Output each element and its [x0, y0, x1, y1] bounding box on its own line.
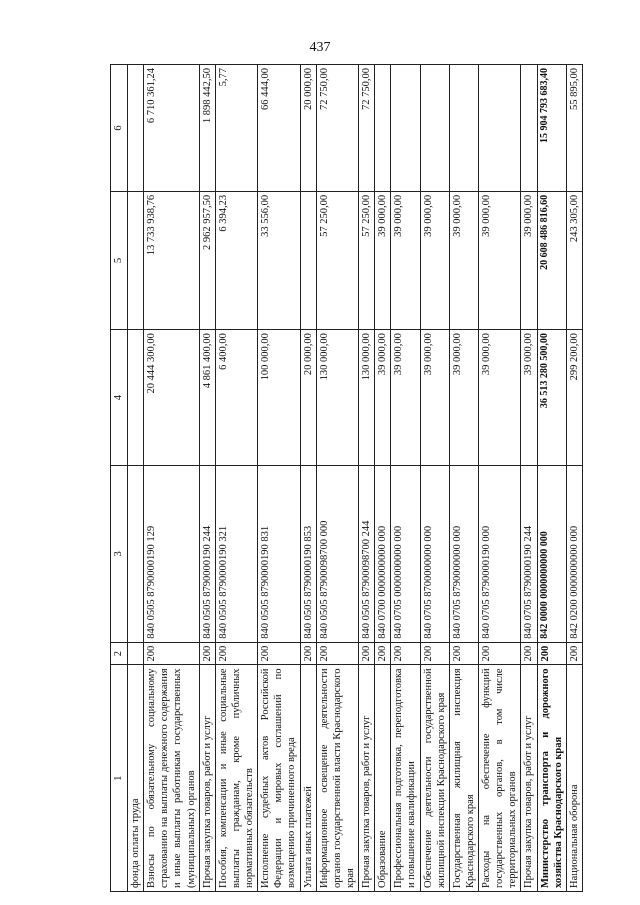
classification-code-cell: 840 0505 8790000190 129 — [144, 466, 200, 643]
unexecuted-amount-cell — [375, 65, 391, 192]
item-name-cell: Исполнение судебных актов Российской Федерации и мировых соглашений по возмещению причиненного вреда — [258, 665, 300, 892]
table-row — [316, 65, 358, 892]
classification-code-cell: 842 0000 0000000000 000 — [537, 466, 566, 643]
executed-amount-cell: 39 000,00 — [420, 191, 449, 329]
unexecuted-amount-cell: 20 000,00 — [300, 65, 316, 192]
unexecuted-amount-cell: 6 710 361,24 — [144, 65, 200, 192]
approved-amount-cell: 39 000,00 — [375, 330, 391, 466]
classification-code-cell: 840 0705 8790000000 000 — [449, 466, 478, 643]
unexecuted-amount-cell — [128, 65, 144, 192]
line-code-cell: 200 — [537, 642, 566, 665]
unexecuted-amount-cell: 5,77 — [215, 65, 257, 192]
classification-code-cell: 840 0505 8790000190 853 — [300, 466, 316, 643]
unexecuted-amount-cell — [449, 65, 478, 192]
line-code-cell: 200 — [258, 642, 300, 665]
executed-amount-cell: 39 000,00 — [521, 191, 537, 329]
executed-amount-cell: 39 000,00 — [375, 191, 391, 329]
unexecuted-amount-cell: 72 750,00 — [359, 65, 375, 192]
approved-amount-cell: 20 000,00 — [300, 330, 316, 466]
item-name-cell: Прочая закупка товаров, работ и услуг — [359, 665, 375, 892]
unexecuted-amount-cell — [420, 65, 449, 192]
approved-amount-cell: 39 000,00 — [420, 330, 449, 466]
item-name-cell: Пособия, компенсации и иные социальные выплаты гражданам, кроме публичных нормативных обязательств — [215, 665, 257, 892]
unexecuted-amount-cell: 1 898 442,50 — [199, 65, 215, 192]
table-row — [537, 65, 566, 892]
line-code-cell: 200 — [300, 642, 316, 665]
approved-amount-cell: 36 513 280 500,00 — [537, 330, 566, 466]
approved-amount-cell: 4 861 400,00 — [199, 330, 215, 466]
table-row — [199, 65, 215, 892]
table-row — [391, 65, 420, 892]
approved-amount-cell: 20 444 300,00 — [144, 330, 200, 466]
unexecuted-amount-cell — [479, 65, 521, 192]
line-code-cell: 200 — [420, 642, 449, 665]
table-row — [375, 65, 391, 892]
classification-code-cell: 840 0705 8700000000 000 — [420, 466, 449, 643]
classification-code-cell: 842 0200 0000000000 000 — [566, 466, 582, 643]
approved-amount-cell: 130 000,00 — [316, 330, 358, 466]
table-row — [449, 65, 478, 892]
header-cell-1: 1 — [111, 665, 128, 892]
line-code-cell — [128, 642, 144, 665]
executed-amount-cell: 39 000,00 — [391, 191, 420, 329]
table-row — [420, 65, 449, 892]
budget-execution-table — [110, 64, 583, 892]
unexecuted-amount-cell — [391, 65, 420, 192]
unexecuted-amount-cell: 55 895,00 — [566, 65, 582, 192]
item-name-cell: Министерство транспорта и дорожного хозяйства Краснодарского края — [537, 665, 566, 892]
header-cell-4: 4 — [111, 330, 128, 466]
item-name-cell: фонда оплаты труда — [128, 665, 144, 892]
executed-amount-cell — [300, 191, 316, 329]
unexecuted-amount-cell: 66 444,00 — [258, 65, 300, 192]
table-row — [258, 65, 300, 892]
line-code-cell: 200 — [521, 642, 537, 665]
item-name-cell: Обеспечение деятельности государственной жилищной инспекции Краснодарского края — [420, 665, 449, 892]
executed-amount-cell: 6 394,23 — [215, 191, 257, 329]
approved-amount-cell: 6 400,00 — [215, 330, 257, 466]
approved-amount-cell — [128, 330, 144, 466]
classification-code-cell: 840 0505 8790000190 831 — [258, 466, 300, 643]
item-name-cell: Уплата иных платежей — [300, 665, 316, 892]
approved-amount-cell: 39 000,00 — [391, 330, 420, 466]
item-name-cell: Прочая закупка товаров, работ и услуг — [521, 665, 537, 892]
classification-code-cell: 840 0705 8790000190 000 — [479, 466, 521, 643]
line-code-cell: 200 — [144, 642, 200, 665]
page-number: 437 — [309, 40, 331, 55]
executed-amount-cell: 243 305,00 — [566, 191, 582, 329]
line-code-cell: 200 — [215, 642, 257, 665]
executed-amount-cell: 33 556,00 — [258, 191, 300, 329]
classification-code-cell: 840 0705 8790000190 244 — [521, 466, 537, 643]
line-code-cell: 200 — [375, 642, 391, 665]
executed-amount-cell: 57 250,00 — [316, 191, 358, 329]
approved-amount-cell: 39 000,00 — [521, 330, 537, 466]
table-row — [566, 65, 582, 892]
executed-amount-cell: 13 733 938,76 — [144, 191, 200, 329]
table-row — [144, 65, 200, 892]
table-header-row — [111, 65, 128, 892]
classification-code-cell: 840 0505 87900098700 000 — [316, 466, 358, 643]
item-name-cell: Профессиональная подготовка, переподготовка и повышение квалификации — [391, 665, 420, 892]
table-row — [521, 65, 537, 892]
item-name-cell: Взносы по обязательному социальному страхованию на выплаты денежного содержания и иные выплаты работникам государственных (муниципальных) органов — [144, 665, 200, 892]
executed-amount-cell: 20 608 486 816,60 — [537, 191, 566, 329]
table-row — [479, 65, 521, 892]
classification-code-cell: 840 0705 0000000000 000 — [391, 466, 420, 643]
header-cell-5: 5 — [111, 191, 128, 329]
approved-amount-cell: 100 000,00 — [258, 330, 300, 466]
table-row — [359, 65, 375, 892]
classification-code-cell: 840 0505 8790000190 244 — [199, 466, 215, 643]
unexecuted-amount-cell: 15 904 793 683,40 — [537, 65, 566, 192]
unexecuted-amount-cell: 72 750,00 — [316, 65, 358, 192]
table-row — [300, 65, 316, 892]
header-cell-3: 3 — [111, 466, 128, 643]
line-code-cell: 200 — [449, 642, 478, 665]
line-code-cell: 200 — [199, 642, 215, 665]
item-name-cell: Образование — [375, 665, 391, 892]
item-name-cell: Государственная жилищная инспекция Краснодарского края — [449, 665, 478, 892]
executed-amount-cell: 57 250,00 — [359, 191, 375, 329]
line-code-cell: 200 — [359, 642, 375, 665]
header-cell-2: 2 — [111, 642, 128, 665]
executed-amount-cell: 39 000,00 — [479, 191, 521, 329]
classification-code-cell — [128, 466, 144, 643]
approved-amount-cell: 130 000,00 — [359, 330, 375, 466]
executed-amount-cell: 39 000,00 — [449, 191, 478, 329]
approved-amount-cell: 299 200,00 — [566, 330, 582, 466]
line-code-cell: 200 — [391, 642, 420, 665]
item-name-cell: Расходы на обеспечение функций государственных органов, в том числе территориальных органов — [479, 665, 521, 892]
header-cell-6: 6 — [111, 65, 128, 192]
item-name-cell: Информационное освещение деятельности органов государственной власти Краснодарского края — [316, 665, 358, 892]
classification-code-cell: 840 0700 0000000000 000 — [375, 466, 391, 643]
executed-amount-cell: 2 962 957,50 — [199, 191, 215, 329]
item-name-cell: Национальная оборона — [566, 665, 582, 892]
executed-amount-cell — [128, 191, 144, 329]
line-code-cell: 200 — [479, 642, 521, 665]
table-row — [215, 65, 257, 892]
approved-amount-cell: 39 000,00 — [449, 330, 478, 466]
line-code-cell: 200 — [316, 642, 358, 665]
classification-code-cell: 840 0505 8790000190 321 — [215, 466, 257, 643]
item-name-cell: Прочая закупка товаров, работ и услуг — [199, 665, 215, 892]
line-code-cell: 200 — [566, 642, 582, 665]
table-row — [128, 65, 144, 892]
rotated-table-container — [110, 64, 600, 892]
classification-code-cell: 840 0505 87900098700 244 — [359, 466, 375, 643]
approved-amount-cell: 39 000,00 — [479, 330, 521, 466]
unexecuted-amount-cell — [521, 65, 537, 192]
